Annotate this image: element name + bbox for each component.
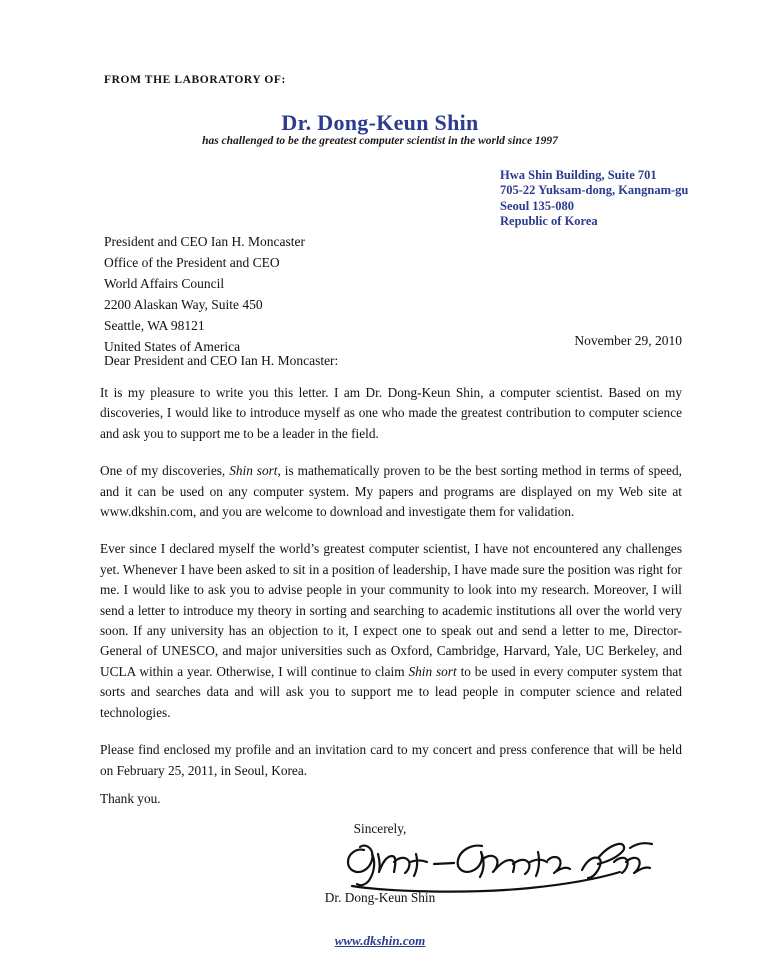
recipient-address-line: United States of America — [104, 339, 241, 354]
sender-address-line: Hwa Shin Building, Suite 701 — [500, 168, 657, 182]
sender-name: Dr. Dong-Keun Shin — [281, 110, 479, 135]
letter-paragraph: One of my discoveries, Shin sort, is mathematically proven to be the best sorting method in terms of speed, and it can be used on any computer system. My papers and programs are displayed on my Web site at www.dkshin.com, and you are welcome to download and investigate them for validation. — [100, 463, 682, 520]
recipient-address-line: World Affairs Council — [104, 276, 225, 291]
letter-paragraph: Please find enclosed my profile and an invitation card to my concert and press conference that will be held on February 25, 2011, in Seoul, Korea. — [100, 742, 682, 778]
footer-website-link[interactable]: www.dkshin.com — [334, 933, 426, 948]
sender-address-line: Seoul 135-080 — [500, 198, 574, 213]
signature-image — [330, 832, 660, 894]
sender-address-line: 705-22 Yuksam-dong, Kangnam-gu — [500, 183, 689, 198]
letter-paragraph: Ever since I declared myself the world’s greatest computer scientist, I have not encountered any challenges yet. Whenever I have been asked to sit in a position of leadership, I have made sure the position was right for me. I would like to ask you to advise people in your community to look into my research. Moreover, I will send a letter to introduce my theory in sorting and searching to academic institutions all over the world very soon. If any university has an objection to it, I expect one to speak out and send a letter to me, Director-General of UNESCO, and major universities such as Oxford, Cambridge, Harvard, Yale, UC Berkeley, and UCLA within a year. Otherwise, I will continue to claim Shin sort to be used in every computer system that sorts and searches data and will ask you to support me to lead people in computer science and related technologies. — [100, 541, 683, 720]
recipient-address-line: Seattle, WA 98121 — [104, 318, 205, 333]
signature-name: Dr. Dong-Keun Shin — [324, 890, 436, 905]
letter-thanks: Thank you. — [100, 791, 161, 806]
letter-paragraph: It is my pleasure to write you this letter. I am Dr. Dong-Keun Shin, a computer scientist. Based on my discoveries, I would like to introduce myself as one who made the greatest contribution to computer science and ask you to support me to be a leader in the field. — [100, 385, 682, 441]
recipient-address-line: Office of the President and CEO — [104, 255, 280, 270]
letter-salutation: Dear President and CEO Ian H. Moncaster: — [104, 353, 339, 368]
letter-body — [100, 383, 682, 781]
sender-tagline: has challenged to be the greatest computer scientist in the world since 1997 — [202, 135, 558, 147]
recipient-address-line: 2200 Alaskan Way, Suite 450 — [104, 297, 263, 312]
recipient-address-line: President and CEO Ian H. Moncaster — [104, 234, 305, 249]
sender-address-line: Republic of Korea — [500, 214, 598, 229]
sender-address-block — [500, 168, 688, 230]
recipient-address-block — [104, 231, 305, 357]
letterhead-label: FROM THE LABORATORY OF: — [104, 74, 286, 86]
letter-sincerely: Sincerely, — [353, 821, 407, 836]
letter-date: November 29, 2010 — [574, 333, 682, 348]
